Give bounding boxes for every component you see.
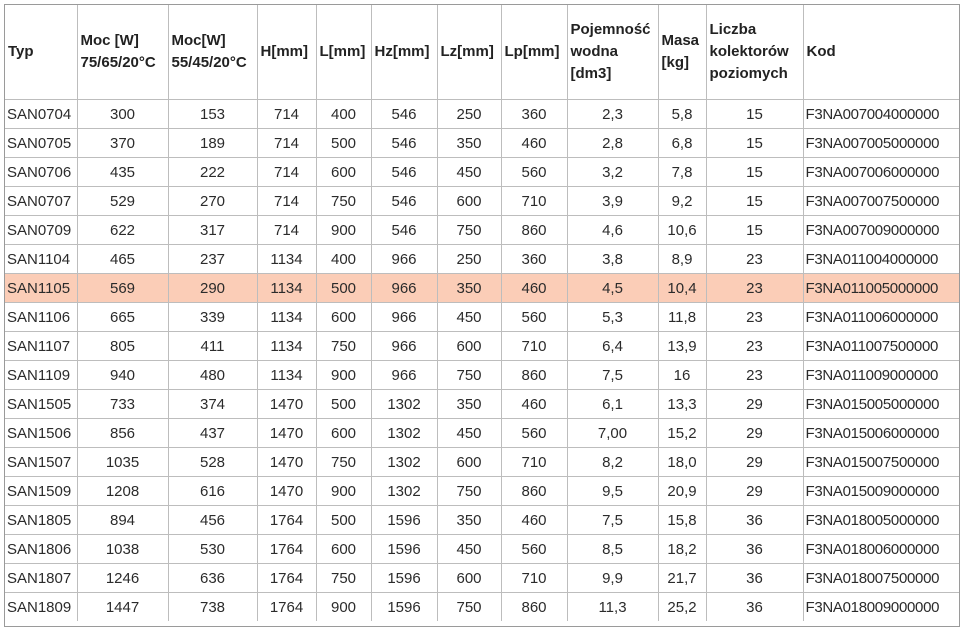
- cell-typ: SAN1507: [5, 448, 77, 477]
- cell-typ: SAN1805: [5, 506, 77, 535]
- cell-moc-75: 1447: [77, 593, 168, 622]
- header-lp: Lp[mm]: [501, 5, 567, 100]
- table-row: [5, 448, 959, 477]
- cell-moc-75: 1038: [77, 535, 168, 564]
- cell-lz: 350: [437, 506, 501, 535]
- cell-hz: 1596: [371, 535, 437, 564]
- table-row-highlighted: [5, 274, 959, 303]
- cell-l: 900: [316, 216, 371, 245]
- cell-lz: 750: [437, 593, 501, 622]
- cell-h: 714: [257, 129, 316, 158]
- table-row: [5, 477, 959, 506]
- cell-moc-55: 153: [168, 100, 257, 129]
- cell-typ: SAN0705: [5, 129, 77, 158]
- cell-h: 714: [257, 158, 316, 187]
- cell-l: 750: [316, 564, 371, 593]
- cell-kod: F3NA011004000000: [803, 245, 959, 274]
- cell-hz: 1596: [371, 506, 437, 535]
- cell-liczba-kolektorow: 23: [706, 332, 803, 361]
- cell-moc-75: 370: [77, 129, 168, 158]
- header-h: H[mm]: [257, 5, 316, 100]
- table-row: [5, 506, 959, 535]
- cell-l: 600: [316, 303, 371, 332]
- cell-typ: SAN0707: [5, 187, 77, 216]
- cell-hz: 546: [371, 129, 437, 158]
- cell-pojemnosc: 8,5: [567, 535, 658, 564]
- cell-moc-75: 300: [77, 100, 168, 129]
- cell-lp: 360: [501, 100, 567, 129]
- cell-moc-55: 270: [168, 187, 257, 216]
- cell-lp: 710: [501, 332, 567, 361]
- cell-typ: SAN0706: [5, 158, 77, 187]
- cell-l: 900: [316, 361, 371, 390]
- cell-moc-75: 569: [77, 274, 168, 303]
- cell-lz: 450: [437, 535, 501, 564]
- header-kod: Kod: [803, 5, 959, 100]
- cell-masa: 5,8: [658, 100, 706, 129]
- table-row: [5, 564, 959, 593]
- cell-kod: F3NA011009000000: [803, 361, 959, 390]
- cell-moc-75: 529: [77, 187, 168, 216]
- cell-kod: F3NA015009000000: [803, 477, 959, 506]
- cell-masa: 18,0: [658, 448, 706, 477]
- cell-moc-75: 733: [77, 390, 168, 419]
- cell-hz: 966: [371, 274, 437, 303]
- cell-liczba-kolektorow: 29: [706, 448, 803, 477]
- cell-typ: SAN1109: [5, 361, 77, 390]
- cell-hz: 1596: [371, 593, 437, 622]
- cell-lp: 460: [501, 390, 567, 419]
- cell-h: 1470: [257, 448, 316, 477]
- cell-lp: 460: [501, 129, 567, 158]
- header-moc-55: Moc[W] 55/45/20°C: [168, 5, 257, 100]
- cell-pojemnosc: 7,5: [567, 361, 658, 390]
- cell-pojemnosc: 3,8: [567, 245, 658, 274]
- header-masa: Masa [kg]: [658, 5, 706, 100]
- cell-pojemnosc: 6,1: [567, 390, 658, 419]
- cell-typ: SAN1106: [5, 303, 77, 332]
- cell-liczba-kolektorow: 36: [706, 535, 803, 564]
- cell-typ: SAN1806: [5, 535, 77, 564]
- cell-pojemnosc: 3,2: [567, 158, 658, 187]
- cell-h: 714: [257, 187, 316, 216]
- cell-kod: F3NA011006000000: [803, 303, 959, 332]
- cell-h: 1470: [257, 419, 316, 448]
- cell-masa: 13,3: [658, 390, 706, 419]
- cell-moc-55: 636: [168, 564, 257, 593]
- cell-moc-75: 805: [77, 332, 168, 361]
- cell-typ: SAN1505: [5, 390, 77, 419]
- cell-moc-55: 222: [168, 158, 257, 187]
- cell-kod: F3NA007005000000: [803, 129, 959, 158]
- cell-hz: 966: [371, 361, 437, 390]
- cell-masa: 18,2: [658, 535, 706, 564]
- cell-liczba-kolektorow: 23: [706, 361, 803, 390]
- cell-moc-75: 465: [77, 245, 168, 274]
- cell-moc-75: 1208: [77, 477, 168, 506]
- cell-hz: 1302: [371, 448, 437, 477]
- cell-hz: 966: [371, 245, 437, 274]
- cell-lp: 860: [501, 593, 567, 622]
- radiator-spec-table: [5, 5, 959, 621]
- cell-moc-55: 290: [168, 274, 257, 303]
- cell-typ: SAN1105: [5, 274, 77, 303]
- cell-masa: 9,2: [658, 187, 706, 216]
- cell-liczba-kolektorow: 15: [706, 187, 803, 216]
- cell-kod: F3NA015005000000: [803, 390, 959, 419]
- cell-pojemnosc: 2,3: [567, 100, 658, 129]
- cell-l: 400: [316, 100, 371, 129]
- cell-masa: 13,9: [658, 332, 706, 361]
- table-row: [5, 361, 959, 390]
- cell-h: 714: [257, 216, 316, 245]
- table-row: [5, 332, 959, 361]
- cell-liczba-kolektorow: 15: [706, 100, 803, 129]
- cell-lz: 250: [437, 245, 501, 274]
- cell-pojemnosc: 4,6: [567, 216, 658, 245]
- cell-kod: F3NA011005000000: [803, 274, 959, 303]
- cell-lp: 360: [501, 245, 567, 274]
- cell-kod: F3NA015006000000: [803, 419, 959, 448]
- header-liczba-kolektorow: Liczba kolektorów poziomych: [706, 5, 803, 100]
- cell-moc-55: 616: [168, 477, 257, 506]
- cell-kod: F3NA018009000000: [803, 593, 959, 622]
- cell-pojemnosc: 9,5: [567, 477, 658, 506]
- cell-masa: 25,2: [658, 593, 706, 622]
- cell-lp: 710: [501, 187, 567, 216]
- table-row: [5, 535, 959, 564]
- cell-kod: F3NA018007500000: [803, 564, 959, 593]
- cell-masa: 11,8: [658, 303, 706, 332]
- cell-masa: 21,7: [658, 564, 706, 593]
- cell-lp: 710: [501, 448, 567, 477]
- cell-moc-55: 411: [168, 332, 257, 361]
- cell-hz: 546: [371, 100, 437, 129]
- cell-pojemnosc: 5,3: [567, 303, 658, 332]
- cell-pojemnosc: 3,9: [567, 187, 658, 216]
- cell-lz: 450: [437, 303, 501, 332]
- cell-typ: SAN1107: [5, 332, 77, 361]
- cell-lz: 600: [437, 187, 501, 216]
- cell-liczba-kolektorow: 23: [706, 245, 803, 274]
- cell-masa: 8,9: [658, 245, 706, 274]
- cell-lz: 350: [437, 274, 501, 303]
- cell-masa: 10,4: [658, 274, 706, 303]
- cell-l: 500: [316, 274, 371, 303]
- cell-moc-55: 189: [168, 129, 257, 158]
- cell-pojemnosc: 6,4: [567, 332, 658, 361]
- cell-liczba-kolektorow: 23: [706, 274, 803, 303]
- cell-l: 750: [316, 448, 371, 477]
- cell-moc-55: 237: [168, 245, 257, 274]
- cell-typ: SAN0704: [5, 100, 77, 129]
- cell-lp: 860: [501, 477, 567, 506]
- cell-l: 600: [316, 419, 371, 448]
- table-row: [5, 158, 959, 187]
- cell-masa: 15,8: [658, 506, 706, 535]
- cell-hz: 1596: [371, 564, 437, 593]
- cell-masa: 7,8: [658, 158, 706, 187]
- cell-lp: 460: [501, 506, 567, 535]
- cell-liczba-kolektorow: 15: [706, 216, 803, 245]
- cell-hz: 546: [371, 187, 437, 216]
- cell-moc-55: 528: [168, 448, 257, 477]
- cell-l: 900: [316, 477, 371, 506]
- cell-kod: F3NA007004000000: [803, 100, 959, 129]
- cell-lp: 560: [501, 419, 567, 448]
- cell-masa: 15,2: [658, 419, 706, 448]
- header-typ: Typ: [5, 5, 77, 100]
- table-row: [5, 419, 959, 448]
- cell-lp: 560: [501, 303, 567, 332]
- cell-masa: 6,8: [658, 129, 706, 158]
- cell-h: 1470: [257, 477, 316, 506]
- cell-lp: 860: [501, 361, 567, 390]
- cell-moc-55: 480: [168, 361, 257, 390]
- cell-pojemnosc: 7,5: [567, 506, 658, 535]
- cell-liczba-kolektorow: 23: [706, 303, 803, 332]
- cell-h: 1134: [257, 274, 316, 303]
- cell-kod: F3NA018006000000: [803, 535, 959, 564]
- cell-kod: F3NA007006000000: [803, 158, 959, 187]
- cell-h: 714: [257, 100, 316, 129]
- header-pojemnosc: Pojemność wodna [dm3]: [567, 5, 658, 100]
- cell-l: 500: [316, 129, 371, 158]
- cell-hz: 1302: [371, 419, 437, 448]
- cell-typ: SAN0709: [5, 216, 77, 245]
- cell-moc-55: 374: [168, 390, 257, 419]
- cell-pojemnosc: 4,5: [567, 274, 658, 303]
- cell-h: 1134: [257, 332, 316, 361]
- table-row: [5, 187, 959, 216]
- table-row: [5, 100, 959, 129]
- cell-lz: 450: [437, 158, 501, 187]
- cell-h: 1134: [257, 361, 316, 390]
- cell-lz: 600: [437, 332, 501, 361]
- cell-h: 1134: [257, 245, 316, 274]
- cell-h: 1764: [257, 564, 316, 593]
- cell-l: 900: [316, 593, 371, 622]
- header-moc-75: Moc [W] 75/65/20°C: [77, 5, 168, 100]
- cell-masa: 20,9: [658, 477, 706, 506]
- cell-moc-55: 437: [168, 419, 257, 448]
- cell-liczba-kolektorow: 36: [706, 593, 803, 622]
- cell-typ: SAN1807: [5, 564, 77, 593]
- cell-lp: 460: [501, 274, 567, 303]
- cell-hz: 1302: [371, 477, 437, 506]
- cell-pojemnosc: 9,9: [567, 564, 658, 593]
- cell-lz: 750: [437, 216, 501, 245]
- cell-hz: 546: [371, 158, 437, 187]
- cell-moc-55: 456: [168, 506, 257, 535]
- cell-liczba-kolektorow: 29: [706, 419, 803, 448]
- cell-liczba-kolektorow: 36: [706, 506, 803, 535]
- cell-moc-75: 435: [77, 158, 168, 187]
- header-hz: Hz[mm]: [371, 5, 437, 100]
- cell-h: 1764: [257, 506, 316, 535]
- cell-moc-75: 856: [77, 419, 168, 448]
- cell-moc-55: 738: [168, 593, 257, 622]
- cell-moc-75: 622: [77, 216, 168, 245]
- cell-h: 1764: [257, 535, 316, 564]
- cell-liczba-kolektorow: 36: [706, 564, 803, 593]
- cell-lp: 860: [501, 216, 567, 245]
- cell-kod: F3NA018005000000: [803, 506, 959, 535]
- table-row: [5, 303, 959, 332]
- header-l: L[mm]: [316, 5, 371, 100]
- cell-pojemnosc: 7,00: [567, 419, 658, 448]
- header-row: [5, 5, 959, 100]
- cell-moc-75: 665: [77, 303, 168, 332]
- cell-lz: 350: [437, 390, 501, 419]
- cell-liczba-kolektorow: 29: [706, 390, 803, 419]
- cell-hz: 1302: [371, 390, 437, 419]
- cell-moc-75: 1246: [77, 564, 168, 593]
- cell-typ: SAN1509: [5, 477, 77, 506]
- table-row: [5, 129, 959, 158]
- cell-lp: 710: [501, 564, 567, 593]
- cell-h: 1470: [257, 390, 316, 419]
- cell-lp: 560: [501, 158, 567, 187]
- cell-l: 500: [316, 390, 371, 419]
- cell-typ: SAN1506: [5, 419, 77, 448]
- cell-liczba-kolektorow: 15: [706, 158, 803, 187]
- cell-l: 500: [316, 506, 371, 535]
- cell-masa: 16: [658, 361, 706, 390]
- cell-masa: 10,6: [658, 216, 706, 245]
- cell-pojemnosc: 2,8: [567, 129, 658, 158]
- cell-lp: 560: [501, 535, 567, 564]
- cell-l: 600: [316, 535, 371, 564]
- cell-moc-55: 317: [168, 216, 257, 245]
- cell-lz: 750: [437, 361, 501, 390]
- cell-lz: 350: [437, 129, 501, 158]
- cell-typ: SAN1104: [5, 245, 77, 274]
- cell-l: 600: [316, 158, 371, 187]
- table-row: [5, 593, 959, 622]
- cell-hz: 546: [371, 216, 437, 245]
- cell-lz: 600: [437, 448, 501, 477]
- cell-h: 1764: [257, 593, 316, 622]
- cell-l: 750: [316, 187, 371, 216]
- cell-lz: 250: [437, 100, 501, 129]
- cell-h: 1134: [257, 303, 316, 332]
- cell-kod: F3NA015007500000: [803, 448, 959, 477]
- cell-l: 750: [316, 332, 371, 361]
- cell-hz: 966: [371, 332, 437, 361]
- cell-hz: 966: [371, 303, 437, 332]
- table-row: [5, 216, 959, 245]
- header-lz: Lz[mm]: [437, 5, 501, 100]
- cell-moc-75: 1035: [77, 448, 168, 477]
- cell-kod: F3NA007009000000: [803, 216, 959, 245]
- cell-lz: 600: [437, 564, 501, 593]
- cell-typ: SAN1809: [5, 593, 77, 622]
- table-body: [5, 100, 959, 622]
- cell-pojemnosc: 11,3: [567, 593, 658, 622]
- cell-kod: F3NA007007500000: [803, 187, 959, 216]
- cell-kod: F3NA011007500000: [803, 332, 959, 361]
- table-row: [5, 245, 959, 274]
- table-frame: [4, 4, 960, 627]
- cell-moc-75: 940: [77, 361, 168, 390]
- cell-lz: 750: [437, 477, 501, 506]
- cell-liczba-kolektorow: 15: [706, 129, 803, 158]
- cell-pojemnosc: 8,2: [567, 448, 658, 477]
- table-row: [5, 390, 959, 419]
- cell-moc-55: 530: [168, 535, 257, 564]
- cell-l: 400: [316, 245, 371, 274]
- cell-moc-75: 894: [77, 506, 168, 535]
- cell-liczba-kolektorow: 29: [706, 477, 803, 506]
- cell-lz: 450: [437, 419, 501, 448]
- cell-moc-55: 339: [168, 303, 257, 332]
